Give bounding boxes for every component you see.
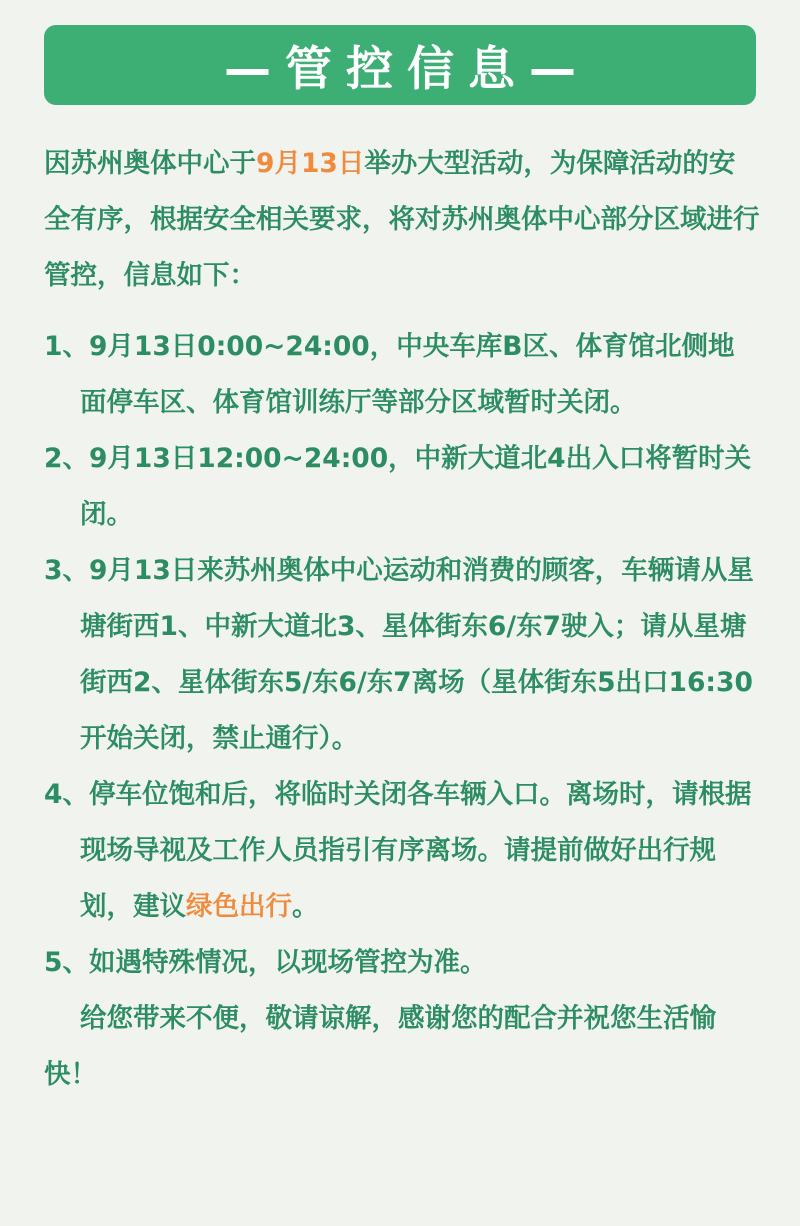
- item-number: 5、: [44, 947, 89, 978]
- green-travel-highlight: 绿色出行: [186, 891, 292, 922]
- list-item-1: [44, 319, 760, 431]
- item-number: 4、: [44, 779, 89, 810]
- intro-text-before: 因苏州奥体中心于: [44, 148, 256, 179]
- item-number: 2、: [44, 443, 89, 474]
- intro-text-after: 举办大型活动，为保障活动的安全有序，根据安全相关要求，将对苏州奥体中心部分区域进行管控，信息如下：: [44, 148, 760, 291]
- list-item-2: [44, 431, 760, 543]
- notice-body: [44, 136, 760, 1103]
- list-item-3: [44, 543, 760, 767]
- closing-paragraph: 给您带来不便，敬请谅解，感谢您的配合并祝您生活愉快！: [44, 1003, 716, 1090]
- list-item-4: [44, 767, 760, 935]
- item-text: 9月13日12:00~24:00，中新大道北4出入口将暂时关闭。: [80, 443, 752, 530]
- item-number: 3、: [44, 555, 89, 586]
- list-item-5: [44, 935, 760, 991]
- item-text: 9月13日0:00~24:00，中央车库B区、体育馆北侧地面停车区、体育馆训练厅等部分区域暂时关闭。: [80, 331, 735, 418]
- title-banner: [44, 25, 756, 105]
- item-text: 9月13日来苏州奥体中心运动和消费的顾客，车辆请从星塘街西1、中新大道北3、星体街东6/东7驶入；请从星塘街西2、星体街东5/东6/东7离场（星体街东5出口16:30开始关闭，禁止通行）。: [80, 555, 754, 754]
- item-number: 1、: [44, 331, 89, 362]
- item-text-after: 。: [292, 891, 319, 922]
- item-text: 如遇特殊情况，以现场管控为准。: [88, 947, 487, 978]
- page-title: —管控信息—: [224, 41, 590, 97]
- item-text-before: 停车位饱和后，将临时关闭各车辆入口。离场时，请根据现场导视及工作人员指引有序离场。请提前做好出行规划，建议: [80, 779, 752, 922]
- intro-date-highlight: 9月13日: [256, 148, 365, 179]
- intro-paragraph: [44, 136, 760, 304]
